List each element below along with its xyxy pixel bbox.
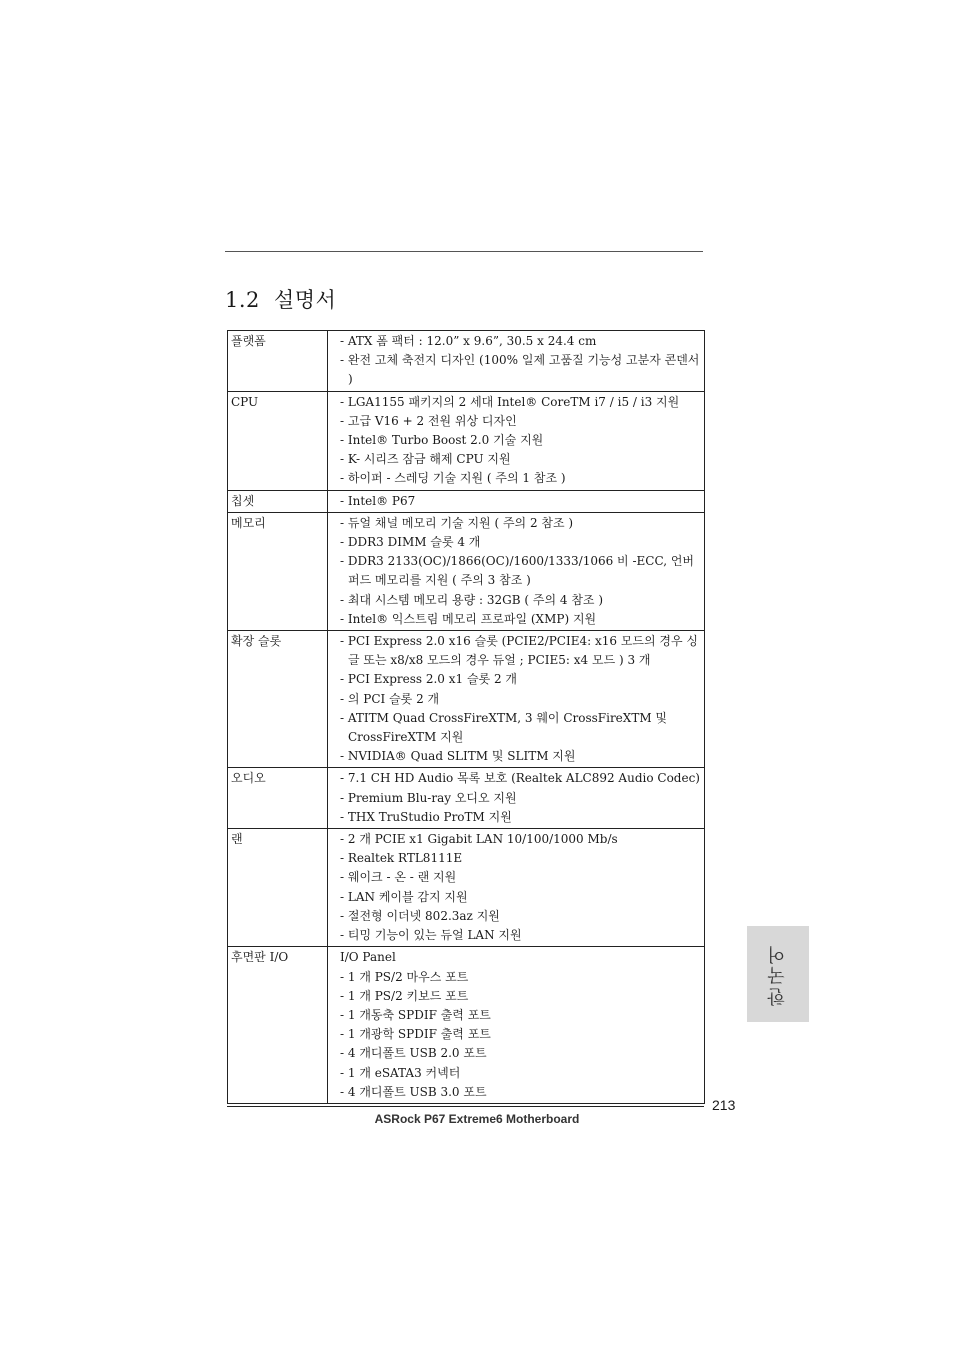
section-heading — [225, 284, 336, 314]
section-number: 1.2 — [225, 288, 260, 312]
spec-line: - 7.1 CH HD Audio 목록 보호 (Realtek ALC892 Audio Codec) — [340, 771, 700, 786]
spec-line: - Premium Blu-ray 오디오 지원 — [340, 790, 517, 805]
spec-table — [227, 330, 705, 1104]
spec-line: - 웨이크 - 온 - 랜 지원 — [340, 870, 457, 885]
spec-line: - 티밍 기능이 있는 듀얼 LAN 지원 — [340, 928, 522, 943]
spec-line: - 2 개 PCIE x1 Gigabit LAN 10/100/1000 Mb/s — [340, 832, 618, 847]
section-title-text: 설명서 — [273, 288, 337, 312]
spec-line: - 고급 V16 + 2 전원 위상 디자인 — [340, 413, 517, 428]
bottom-divider — [227, 1106, 704, 1107]
spec-value — [328, 490, 705, 512]
spec-value — [328, 768, 705, 829]
spec-line: - 1 개 PS/2 마우스 포트 — [340, 969, 469, 984]
spec-row — [228, 331, 705, 392]
spec-line: - 의 PCI 슬롯 2 개 — [340, 691, 440, 706]
spec-line: - DDR3 DIMM 슬롯 4 개 — [340, 535, 481, 550]
spec-line: - 하이퍼 - 스레딩 기술 지원 ( 주의 1 참조 ) — [340, 471, 566, 486]
spec-row — [228, 829, 705, 947]
spec-row — [228, 768, 705, 829]
spec-label: 칩셋 — [228, 490, 328, 512]
spec-row — [228, 512, 705, 630]
spec-line: - LAN 케이블 감지 지원 — [340, 889, 468, 904]
spec-label: 오디오 — [228, 768, 328, 829]
spec-line: - 1 개광학 SPDIF 출력 포트 — [340, 1027, 491, 1042]
spec-line: - K- 시리즈 잠금 해제 CPU 지원 — [340, 452, 511, 467]
footer-product-name: ASRock P67 Extreme6 Motherboard — [374, 1112, 580, 1126]
spec-label: 확장 슬롯 — [228, 631, 328, 768]
spec-value — [328, 331, 705, 392]
spec-row — [228, 490, 705, 512]
spec-line: - NVIDIA® Quad SLITM 및 SLITM 지원 — [340, 749, 576, 764]
spec-line: - Intel® Turbo Boost 2.0 기술 지원 — [340, 433, 544, 448]
spec-line: - LGA1155 패키지의 2 세대 Intel® CoreTM i7 / i5 / i3 지원 — [340, 394, 680, 409]
spec-line: - 4 개디폴트 USB 3.0 포트 — [340, 1084, 487, 1099]
spec-line: - Intel® P67 — [340, 493, 416, 508]
language-tab — [747, 926, 809, 1022]
spec-line: - 듀얼 채널 메모리 기술 지원 ( 주의 2 참조 ) — [340, 515, 574, 530]
spec-line: - Realtek RTL8111E — [340, 851, 463, 866]
page-number: 213 — [712, 1097, 736, 1113]
top-divider — [225, 251, 703, 252]
spec-line: - 1 개 eSATA3 커넥터 — [340, 1065, 461, 1080]
spec-value — [328, 631, 705, 768]
spec-label: 랜 — [228, 829, 328, 947]
spec-line: - 최대 시스템 메모리 용량 : 32GB ( 주의 4 참조 ) — [340, 592, 604, 607]
spec-line: - THX TruStudio ProTM 지원 — [340, 809, 512, 824]
spec-table-body — [228, 331, 705, 1104]
spec-line: - PCI Express 2.0 x1 슬롯 2 개 — [340, 672, 518, 687]
spec-value — [328, 829, 705, 947]
spec-line: - ATX 폼 팩터 : 12.0” x 9.6”, 30.5 x 24.4 cm — [340, 334, 597, 348]
spec-line: - 1 개동축 SPDIF 출력 포트 — [340, 1007, 491, 1022]
spec-label: 메모리 — [228, 512, 328, 630]
spec-line: - Intel® 익스트림 메모리 프로파일 (XMP) 지원 — [340, 611, 597, 626]
spec-row — [228, 391, 705, 490]
spec-label: 플랫폼 — [228, 331, 328, 392]
spec-row — [228, 947, 705, 1104]
spec-value — [328, 947, 705, 1104]
spec-label: CPU — [228, 391, 328, 490]
spec-line: - 완전 고체 축전지 디자인 (100% 일제 고품질 기능성 고분자 콘덴서 ) — [340, 353, 700, 387]
spec-line: - PCI Express 2.0 x16 슬롯 (PCIE2/PCIE4: x16 모드의 경우 싱글 또는 x8/x8 모드의 경우 듀얼 ; PCIE5: x4 모드 ) 3 개 — [340, 634, 699, 668]
spec-line: I/O Panel — [340, 950, 396, 965]
spec-row — [228, 631, 705, 768]
spec-label: 후면판 I/O — [228, 947, 328, 1104]
spec-line: - DDR3 2133(OC)/1866(OC)/1600/1333/1066 비 -ECC, 언버퍼드 메모리를 지원 ( 주의 3 참조 ) — [340, 554, 695, 588]
spec-line: - ATITM Quad CrossFireXTM, 3 웨이 CrossFireXTM 및 CrossFireXTM 지원 — [340, 710, 668, 745]
spec-line: - 1 개 PS/2 키보드 포트 — [340, 988, 469, 1003]
spec-value — [328, 391, 705, 490]
spec-line: - 4 개디폴트 USB 2.0 포트 — [340, 1046, 487, 1061]
spec-value — [328, 512, 705, 630]
spec-line: - 절전형 이더넷 802.3az 지원 — [340, 908, 500, 923]
language-tab-label: 한국어 — [767, 942, 788, 1006]
